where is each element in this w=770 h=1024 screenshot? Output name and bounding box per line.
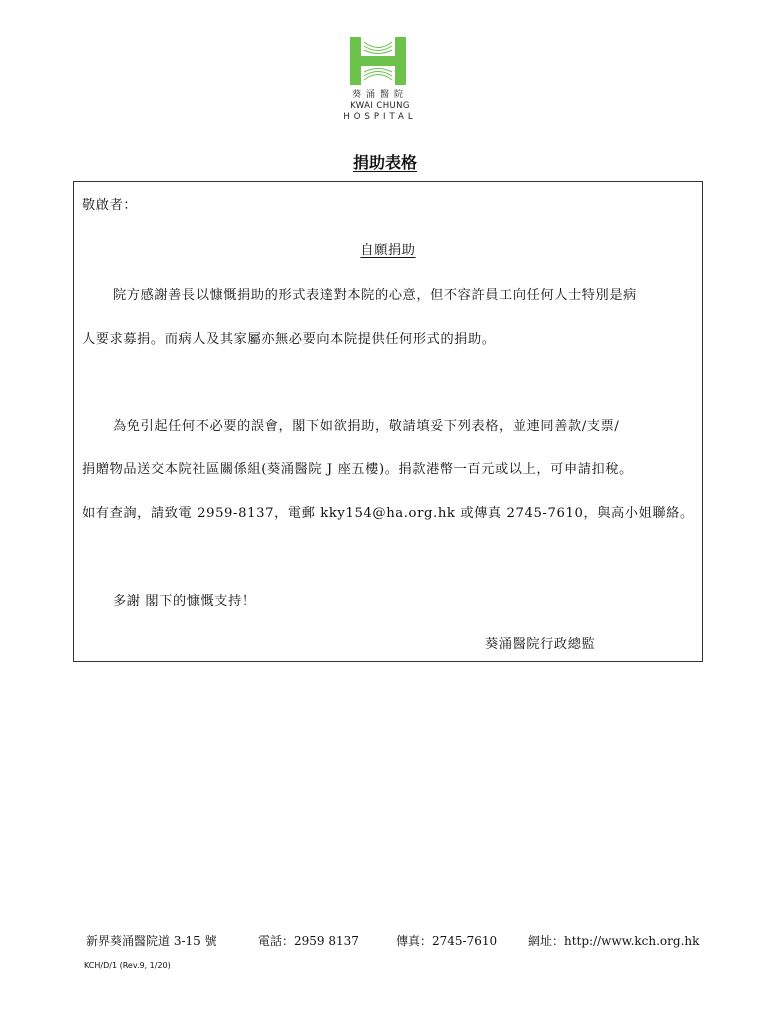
form-title: 捐助表格 bbox=[352, 153, 417, 172]
logo-chinese-name: 葵涌醫院 bbox=[351, 90, 408, 100]
hospital-logo-icon bbox=[350, 37, 406, 85]
logo-english-name-line2: HOSPITAL bbox=[343, 112, 417, 122]
paragraph-1-line-2: 人要求募捐。而病人及其家屬亦無必要向本院提供任何形式的捐助。 bbox=[82, 332, 496, 347]
paragraph-2-line-2: 捐贈物品送交本院社區關係組(葵涌醫院 J 座五樓)。捐款港幣一百元或以上，可申請扣稅。 bbox=[82, 462, 633, 477]
paragraph-2-line-3: 如有查詢，請致電 2959-8137，電郵 kky154@ha.org.hk 或傳真 2745-7610，與高小姐聯絡。 bbox=[82, 506, 694, 521]
logo-english-name-line1: KWAI CHUNG bbox=[350, 101, 410, 111]
signature-line: 葵涌醫院行政總監 bbox=[485, 637, 596, 652]
form-code: KCH/D/1 (Rev.9, 1/20) bbox=[84, 961, 171, 970]
footer-address: 新界葵涌醫院道 3-15 號 bbox=[86, 934, 217, 948]
thanks-line: 多謝 閣下的慷慨支持！ bbox=[113, 594, 256, 609]
subtitle: 自願捐助 bbox=[360, 243, 416, 258]
salutation: 敬啟者： bbox=[82, 198, 138, 213]
footer-website: 網址：http://www.kch.org.hk bbox=[528, 934, 700, 948]
paragraph-1-line-1: 院方感謝善長以慷慨捐助的形式表達對本院的心意，但不容許員工向任何人士特別是病 bbox=[113, 288, 637, 303]
footer-phone: 電話：2959 8137 bbox=[258, 934, 359, 948]
hospital-logo bbox=[335, 34, 425, 124]
paragraph-2-line-1: 為免引起任何不必要的誤會，閣下如欲捐助，敬請填妥下列表格，並連同善款/支票/ bbox=[113, 419, 620, 434]
footer-fax: 傳真：2745-7610 bbox=[396, 934, 498, 948]
